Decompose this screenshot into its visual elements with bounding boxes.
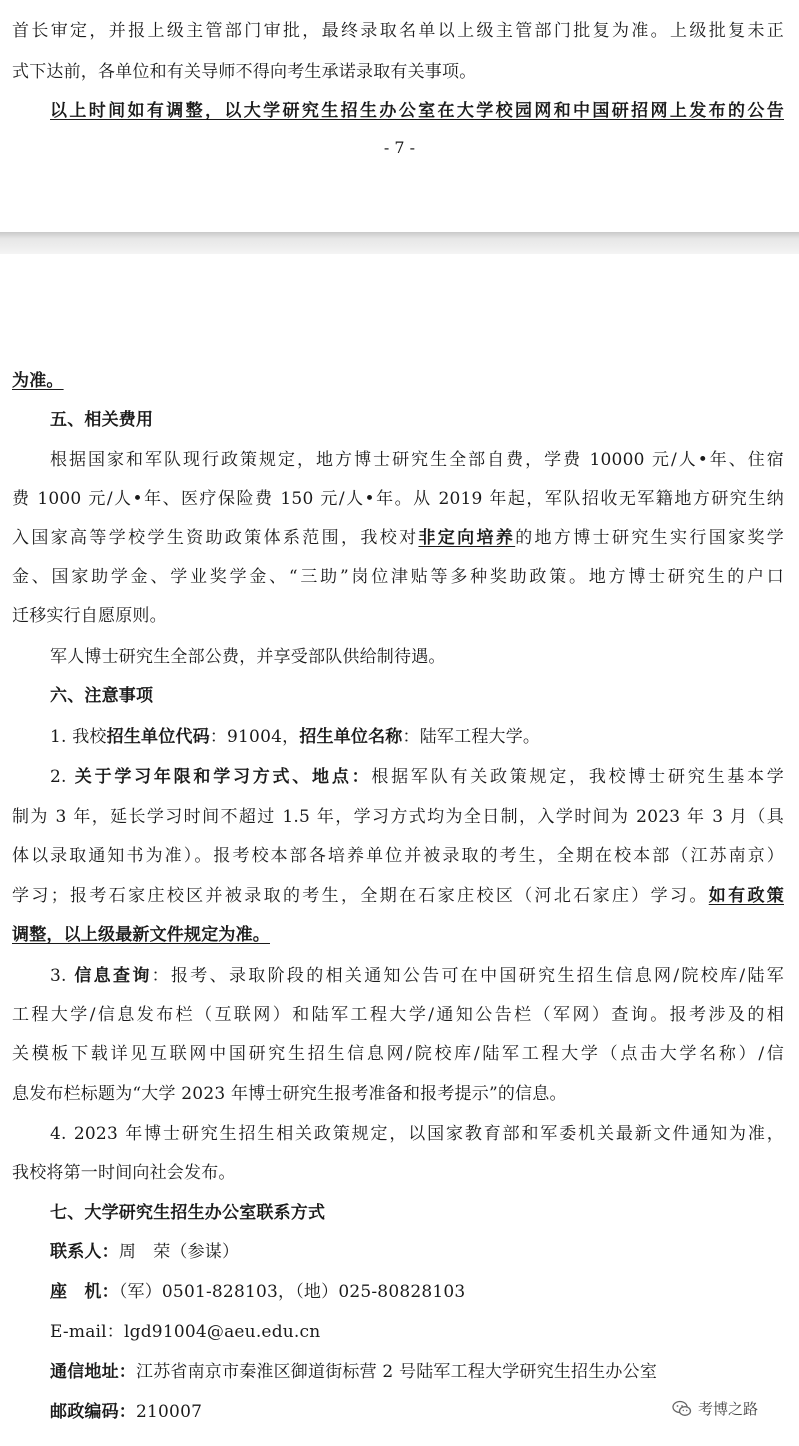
label-text: 关于学习年限和学习方式、地点： — [74, 767, 372, 787]
contact-address — [50, 1360, 657, 1384]
text-span: 3. — [50, 966, 75, 986]
body-text-line: 迁移实行自愿原则。 — [12, 606, 167, 626]
body-text-line: 式下达前，各单位和有关导师不得向考生承诺录取有关事项。 — [12, 62, 477, 82]
emphasis-text: 如有政策 — [708, 886, 784, 906]
email-address: lgd91004@aeu.edu.cn — [124, 1322, 321, 1342]
contact-phone — [50, 1280, 465, 1304]
body-text-line: 息发布栏标题为“大学 2023 年博士研究生报考准备和报考提示”的信息。 — [12, 1084, 567, 1104]
note-item-4: 4. 2023 年博士研究生招生相关政策规定，以国家教育部和军委机关最新文件通知为准， — [50, 1124, 784, 1144]
body-text-line: 体以录取通知书为准）。报考校本部各培养单位并被录取的考生，全期在校本部（江苏南京） — [12, 846, 784, 866]
text-span: ：91004， — [209, 727, 300, 747]
value-text: （军）0501-828103，（地）025-80828103 — [118, 1282, 466, 1302]
text-span: 1. 我校 — [50, 727, 107, 747]
note-item-1 — [50, 725, 540, 749]
watermark-text: 考博之路 — [698, 1400, 759, 1418]
watermark — [672, 1398, 758, 1419]
text-span: ：陆军工程大学。 — [402, 727, 541, 747]
note-item-2 — [50, 765, 784, 789]
previous-page — [0, 0, 799, 232]
announcement-note: 以上时间如有调整，以大学研究生招生办公室在大学校园网和中国研招网上发布的公告 — [50, 101, 784, 121]
contact-email — [50, 1320, 320, 1344]
label-text: 座 机： — [50, 1282, 119, 1302]
label-text: 邮政编码： — [50, 1402, 136, 1422]
contact-postcode — [50, 1400, 202, 1424]
text-span: 入国家高等学校学生资助政策体系范围，我校对 — [12, 528, 419, 548]
continued-text: 为准。 — [12, 371, 64, 391]
text-span: 2. — [50, 767, 75, 787]
section-title-contact: 七、大学研究生招生办公室联系方式 — [50, 1203, 326, 1223]
value-text: 江苏省南京市秦淮区御道街标营 2 号陆军工程大学研究生招生办公室 — [136, 1362, 658, 1382]
note-item-3 — [50, 964, 784, 988]
text-span: 根据军队有关政策规定，我校博士研究生基本学 — [371, 767, 784, 787]
emphasis-text: 非定向培养 — [418, 528, 516, 548]
label-text: 联系人： — [50, 1242, 119, 1262]
label-text: 招生单位代码 — [106, 727, 210, 747]
text-span: 的地方博士研究生实行国家奖学 — [515, 528, 784, 548]
page-number: - 7 - — [383, 138, 416, 157]
body-text-line: 金、国家助学金、学业奖学金、“三助”岗位津贴等多种奖助政策。地方博士研究生的户口 — [12, 567, 784, 587]
body-text-line: 根据国家和军队现行政策规定，地方博士研究生全部自费，学费 10000 元/人•年、住宿 — [50, 450, 784, 470]
value-text: 周 荣（参谋） — [118, 1242, 240, 1262]
body-text-line: 费 1000 元/人•年、医疗保险费 150 元/人•年。从 2019 年起，军队招收无军籍地方研究生纳 — [12, 489, 784, 509]
body-text-line — [12, 526, 784, 550]
label-text: E-mail： — [50, 1322, 124, 1342]
body-text-line: 军人博士研究生全部公费，并享受部队供给制待遇。 — [50, 647, 446, 667]
current-page — [0, 254, 799, 1446]
body-text-line: 首长审定，并报上级主管部门审批，最终录取名单以上级主管部门批复为准。上级批复未正 — [12, 21, 784, 41]
body-text-line: 关模板下载详见互联网中国研究生招生信息网/院校库/陆军工程大学（点击大学名称）/信 — [12, 1044, 784, 1064]
text-span: ：报考、录取阶段的相关通知公告可在中国研究生招生信息网/院校库/陆军 — [151, 966, 784, 986]
value-text: 210007 — [136, 1402, 203, 1422]
body-text-line: 工程大学/信息发布栏（互联网）和陆军工程大学/通知公告栏（军网）查询。报考涉及的相 — [12, 1005, 784, 1025]
body-text-line — [12, 884, 784, 908]
section-title-fees: 五、相关费用 — [50, 410, 154, 430]
section-title-notes: 六、注意事项 — [50, 686, 154, 706]
label-text: 招生单位名称 — [299, 727, 403, 747]
text-span: 学习；报考石家庄校区并被录取的考生，全期在石家庄校区（河北石家庄）学习。 — [12, 886, 709, 906]
wechat-icon — [672, 1400, 692, 1418]
contact-person — [50, 1240, 239, 1264]
emphasis-text: 调整，以上级最新文件规定为准。 — [12, 925, 270, 945]
body-text-line: 我校将第一时间向社会发布。 — [12, 1163, 236, 1183]
page-divider — [0, 232, 799, 254]
label-text: 通信地址： — [50, 1362, 136, 1382]
label-text: 信息查询 — [74, 966, 152, 986]
body-text-line: 制为 3 年，延长学习时间不超过 1.5 年，学习方式均为全日制，入学时间为 2023 年 3 月（具 — [12, 807, 784, 827]
